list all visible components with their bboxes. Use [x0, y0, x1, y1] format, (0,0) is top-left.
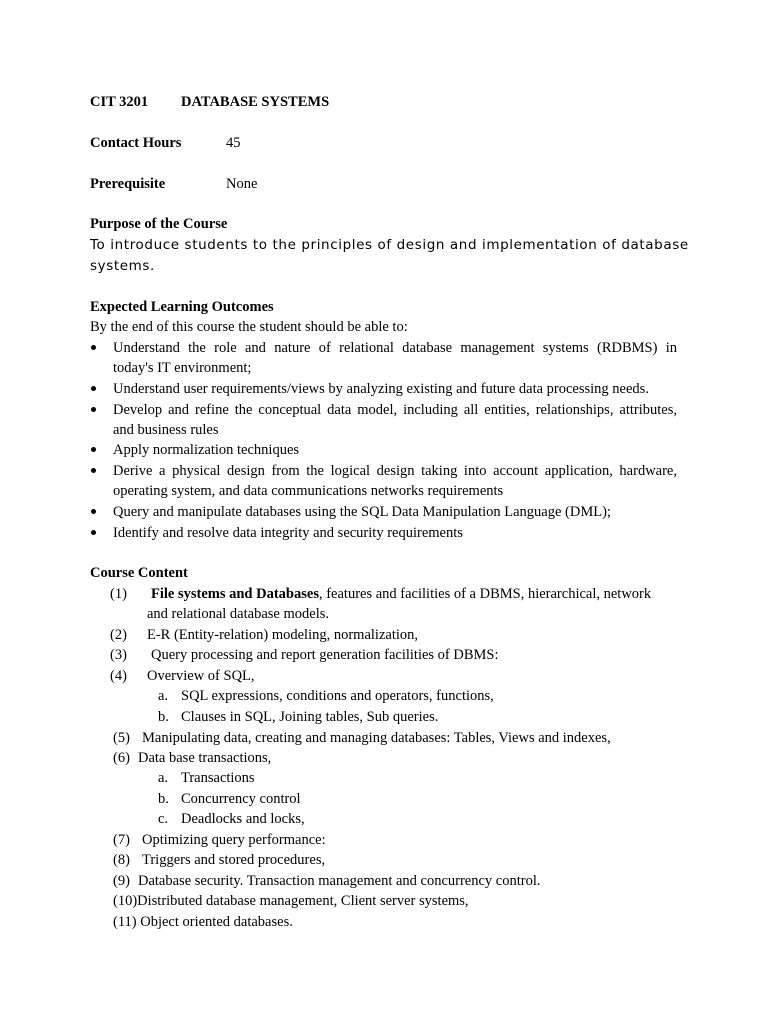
content-item-10: (10)Distributed database management, Client server systems, — [113, 893, 469, 909]
purpose-text-line-1: To introduce students to the principles of design and implementation of database — [90, 237, 689, 253]
content-item-6b: Concurrency control — [181, 791, 301, 807]
content-item-6c: Deadlocks and locks, — [181, 811, 305, 827]
content-item-4: Overview of SQL, — [147, 668, 255, 684]
content-item-8: Triggers and stored procedures, — [142, 852, 326, 868]
purpose-text-line-2: systems. — [90, 258, 155, 274]
outcome-item-1-line-2: today's IT environment; — [113, 360, 252, 376]
outcome-item-4: Apply normalization techniques — [113, 442, 300, 458]
prerequisite-value: None — [226, 176, 258, 192]
course-code: CIT 3201 — [90, 94, 149, 110]
outcome-item-2: Understand user requirements/views by analyzing existing and future data processing needs. — [113, 381, 649, 397]
content-heading: Course Content — [90, 565, 188, 581]
content-item-1-bold: File systems and Databases — [151, 586, 319, 602]
content-item-6-number: (6) — [113, 750, 130, 766]
content-item-1-rest: , features and facilities of a DBMS, hierarchical, network — [318, 586, 652, 602]
outcome-item-7: Identify and resolve data integrity and security requirements — [113, 525, 463, 541]
outcome-item-3-line-2: and business rules — [113, 422, 219, 438]
content-item-1-number: (1) — [110, 586, 127, 602]
bullet-icon — [91, 447, 96, 452]
content-item-2: E-R (Entity-relation) modeling, normalization, — [147, 627, 418, 643]
content-item-4a: SQL expressions, conditions and operators, functions, — [181, 688, 494, 704]
purpose-heading: Purpose of the Course — [90, 216, 228, 232]
sub-item-marker: b. — [158, 791, 169, 807]
prerequisite-label: Prerequisite — [90, 176, 166, 192]
content-item-11: (11) Object oriented databases. — [113, 914, 293, 930]
content-item-7-number: (7) — [113, 832, 130, 848]
contact-hours-value: 45 — [226, 135, 241, 151]
sub-item-marker: a. — [158, 688, 169, 704]
content-item-7: Optimizing query performance: — [142, 832, 326, 848]
content-item-1 — [151, 584, 651, 604]
sub-item-marker: b. — [158, 709, 169, 725]
content-item-6: Data base transactions, — [138, 750, 272, 766]
course-title: DATABASE SYSTEMS — [181, 94, 330, 110]
content-item-4b: Clauses in SQL, Joining tables, Sub queries. — [181, 709, 439, 725]
sub-item-marker: a. — [158, 770, 169, 786]
content-item-5-number: (5) — [113, 730, 130, 746]
content-item-2-number: (2) — [110, 627, 127, 643]
content-item-8-number: (8) — [113, 852, 130, 868]
outcomes-heading: Expected Learning Outcomes — [90, 299, 274, 315]
bullet-icon — [91, 407, 96, 412]
bullet-icon — [91, 530, 96, 535]
content-item-3-number: (3) — [110, 647, 127, 663]
content-item-9-number: (9) — [113, 873, 130, 889]
content-item-3: Query processing and report generation facilities of DBMS: — [151, 647, 499, 663]
content-item-1-continued: and relational database models. — [147, 606, 329, 622]
outcome-item-3-line-1: Develop and refine the conceptual data model, including all entities, relationships, attributes, — [113, 402, 677, 418]
outcome-item-5-line-2: operating system, and data communications networks requirements — [113, 483, 504, 499]
sub-item-marker: c. — [158, 811, 169, 827]
content-item-9: Database security. Transaction management and concurrency control. — [138, 873, 541, 889]
outcomes-intro: By the end of this course the student should be able to: — [90, 319, 408, 335]
content-item-5: Manipulating data, creating and managing databases: Tables, Views and indexes, — [142, 730, 611, 746]
bullet-icon — [91, 468, 96, 473]
outcome-item-6: Query and manipulate databases using the SQL Data Manipulation Language (DML); — [113, 504, 611, 520]
bullet-icon — [91, 345, 96, 350]
outcome-item-1-line-1: Understand the role and nature of relational database management systems (RDBMS) in — [113, 340, 677, 356]
content-item-6a: Transactions — [181, 770, 255, 786]
content-item-4-number: (4) — [110, 668, 127, 684]
bullet-icon — [91, 509, 96, 514]
outcome-item-5-line-1: Derive a physical design from the logical design taking into account application, hardware, — [113, 463, 677, 479]
bullet-icon — [91, 386, 96, 391]
contact-hours-label: Contact Hours — [90, 135, 182, 151]
